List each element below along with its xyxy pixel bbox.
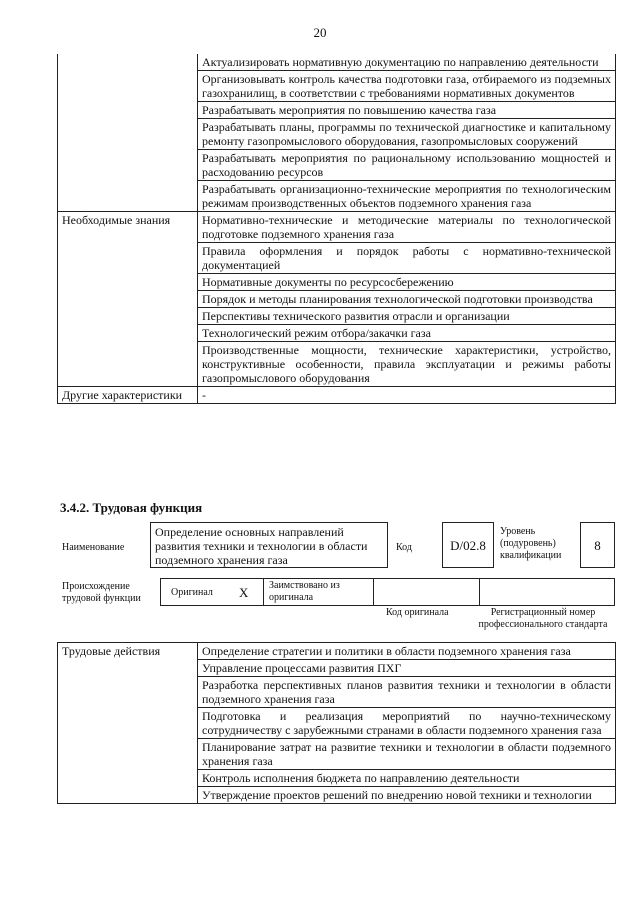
labor-action-row: Утверждение проектов решений по внедрению новой техники и технологии [198, 787, 616, 804]
name-label: Наименование [62, 542, 125, 553]
competency-table-bottom [57, 642, 616, 804]
code-original-caption: Код оригинала [386, 607, 449, 618]
labor-action-row: Определение стратегии и политики в области подземного хранения газа [198, 643, 616, 660]
level-label: Уровень (подуровень) квалификации [500, 526, 562, 561]
labor-action-row: Управление процессами развития ПХГ [198, 660, 616, 677]
divider [479, 579, 480, 605]
labor-action-row: Подготовка и реализация мероприятий по научно-техническому сотрудничеству с зарубежными странами в области подземного хранения газа [198, 708, 616, 739]
divider [263, 579, 264, 605]
original-mark: X [239, 585, 249, 600]
other-characteristics-label: Другие характеристики [58, 387, 198, 404]
code-value: D/02.8 [442, 522, 494, 568]
level-value: 8 [580, 522, 615, 568]
knowledge-row: Нормативные документы по ресурсосбережению [198, 274, 616, 291]
actions-label-cell [58, 54, 198, 212]
knowledge-row: Нормативно-технические и методические материалы по технологической подготовке подземного хранения газа [198, 212, 616, 243]
labor-action-row: Контроль исполнения бюджета по направлению деятельности [198, 770, 616, 787]
labor-actions-label: Трудовые действия [58, 643, 198, 804]
other-characteristics-value: - [198, 387, 616, 404]
knowledge-row: Порядок и методы планирования технологической подготовки производства [198, 291, 616, 308]
labor-action-row: Планирование затрат на развитие техники и технологии в области подземного хранения газа [198, 739, 616, 770]
knowledge-label: Необходимые знания [58, 212, 198, 387]
name-value: Определение основных направлений развития техники и технологии в области подземного хранения газа [150, 522, 388, 568]
action-row: Разрабатывать организационно-технические мероприятия по технологическим режимам производственных объектов подземного хранения газа [198, 181, 616, 212]
knowledge-row: Правила оформления и порядок работы с нормативно-технической документацией [198, 243, 616, 274]
divider [373, 579, 374, 605]
original-label: Оригинал [171, 587, 213, 598]
knowledge-row: Перспективы технического развития отрасли и организации [198, 308, 616, 325]
action-row: Актуализировать нормативную документацию по направлению деятельности [198, 54, 616, 71]
action-row: Организовывать контроль качества подготовки газа, отбираемого из подземных газохранилищ, в соответствии с требованиями нормативных документов [198, 71, 616, 102]
reg-number-caption: Регистрационный номер профессионального стандарта [478, 607, 608, 630]
labor-action-row: Разработка перспективных планов развития техники и технологии в области подземного хранения газа [198, 677, 616, 708]
page-number: 20 [313, 25, 327, 40]
code-label: Код [396, 542, 412, 553]
action-row: Разрабатывать планы, программы по технической диагностике и капитальному ремонту газопромыслового оборудования, газопромысловых сооружений [198, 119, 616, 150]
action-row: Разрабатывать мероприятия по рациональному использованию мощностей и расходованию ресурсов [198, 150, 616, 181]
origin-label: Происхождение трудовой функции [62, 581, 141, 604]
competency-table-top [57, 54, 616, 404]
knowledge-row: Производственные мощности, технические характеристики, устройство, конструктивные особенности, правила эксплуатации и режимы работы газопромыслового оборудования [198, 342, 616, 387]
knowledge-row: Технологический режим отбора/закачки газа [198, 325, 616, 342]
section-title: 3.4.2. Трудовая функция [60, 500, 203, 515]
action-row: Разрабатывать мероприятия по повышению качества газа [198, 102, 616, 119]
borrowed-label: Заимствовано из оригинала [269, 580, 340, 603]
origin-row [160, 578, 615, 606]
